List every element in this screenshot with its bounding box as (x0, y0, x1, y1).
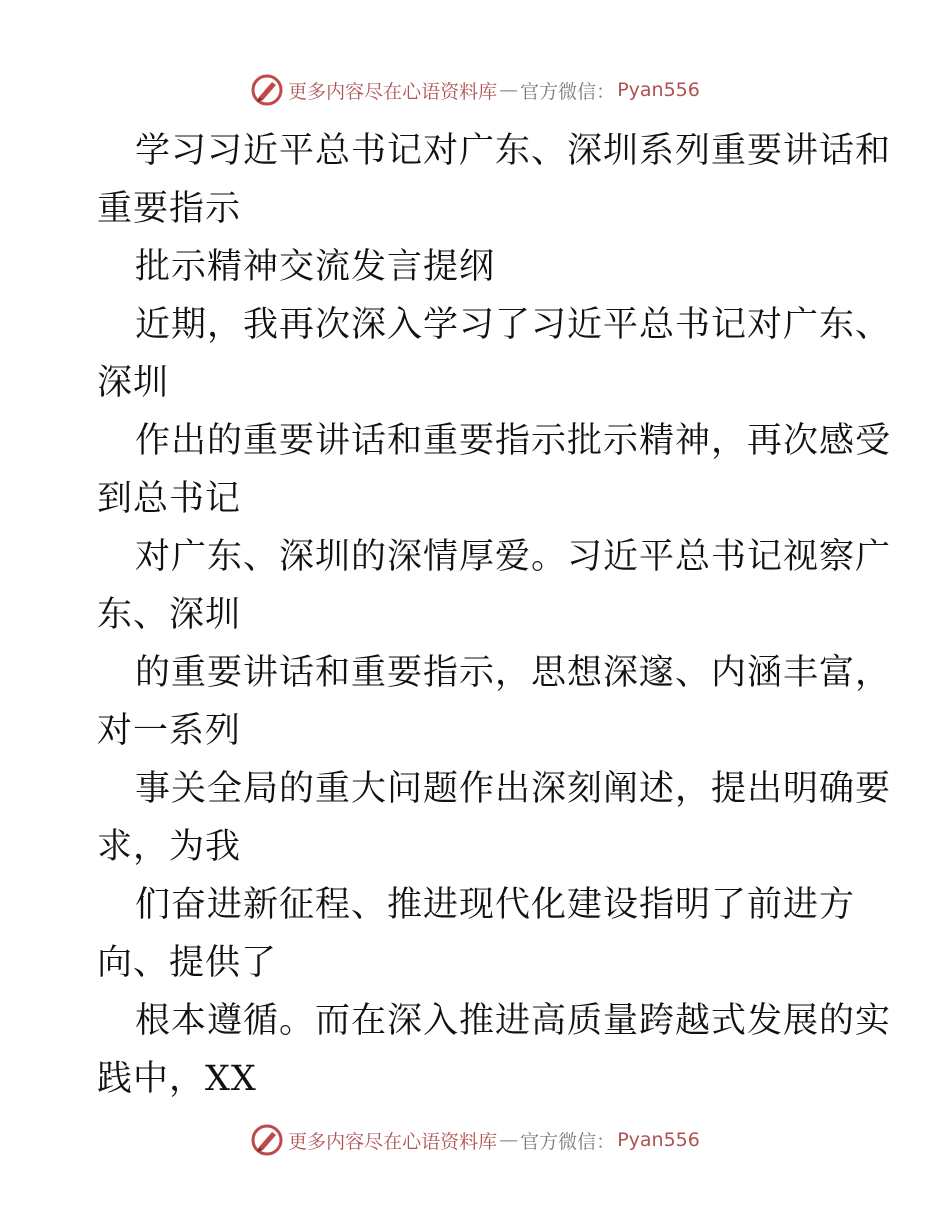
header-watermark (0, 70, 950, 110)
watermark-label: 官方微信： (520, 80, 616, 103)
text-line: 学习习近平总书记对广东、深圳系列重要讲话和 (135, 131, 892, 171)
text-line: 作出的重要讲话和重要指示批示精神，再次感受 (135, 421, 892, 461)
text-line: 对广东、深圳的深情厚爱。习近平总书记视察广 (135, 537, 892, 577)
pen-logo-icon (250, 73, 284, 107)
text-line: 求，为我 (97, 827, 242, 867)
watermark-separator: — (499, 79, 519, 101)
text-line: 批示精神交流发言提纲 (135, 247, 496, 287)
text-line: 根本遵循。而在深入推进高质量跨越式发展的实 (135, 1001, 892, 1041)
text-line: 践中，XX (97, 1059, 257, 1099)
text-line: 的重要讲话和重要指示，思想深邃、内涵丰富， (135, 653, 892, 693)
text-line: 向、提供了 (97, 943, 278, 983)
watermark-text: 更多内容尽在心语资料库 (288, 1130, 498, 1153)
text-line: 重要指示 (97, 189, 242, 229)
footer-watermark (0, 1120, 950, 1160)
text-line: 事关全局的重大问题作出深刻阐述，提出明确要 (135, 769, 892, 809)
watermark-wechat-id: Pyan556 (617, 1129, 700, 1151)
text-line: 们奋进新征程、推进现代化建设指明了前进方 (135, 885, 856, 925)
watermark-text: 更多内容尽在心语资料库 (288, 80, 498, 103)
text-line: 近期，我再次深入学习了习近平总书记对广东、 (135, 305, 892, 345)
watermark-label: 官方微信： (520, 1130, 616, 1153)
watermark-separator: — (499, 1129, 519, 1151)
text-line: 深圳 (97, 363, 170, 403)
watermark-wechat-id: Pyan556 (617, 79, 700, 101)
document-body (97, 122, 892, 1108)
text-line: 到总书记 (97, 479, 242, 519)
text-line: 对一系列 (97, 711, 242, 751)
pen-logo-icon (250, 1123, 284, 1157)
text-line: 东、深圳 (97, 595, 242, 635)
